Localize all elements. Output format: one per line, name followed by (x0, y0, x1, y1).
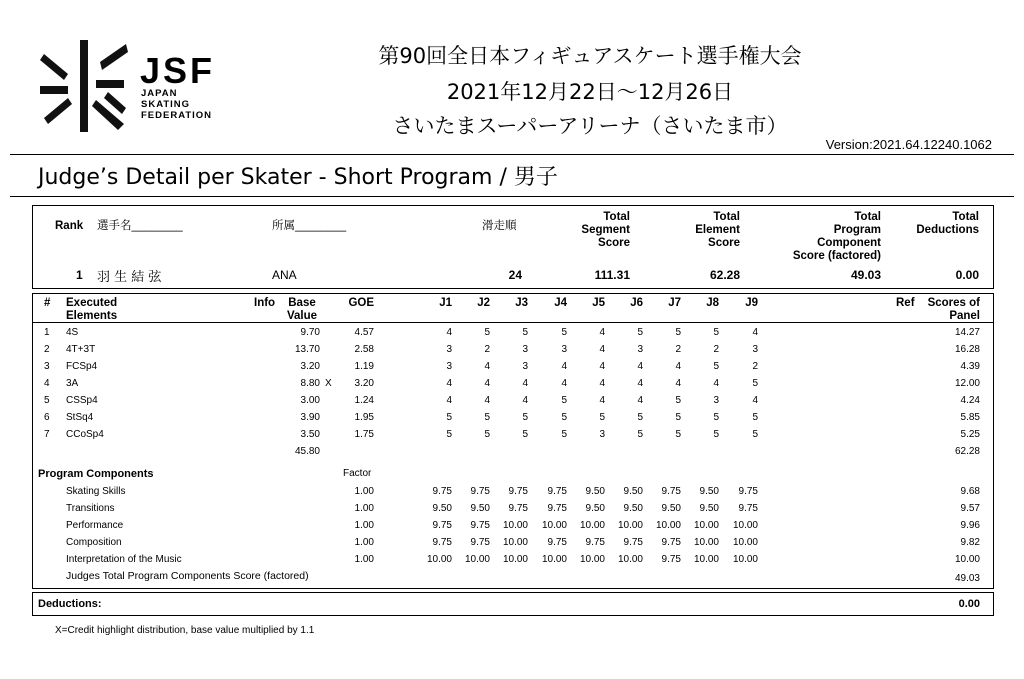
element-base-value: 8.80 (300, 378, 320, 389)
element-judge-score: 5 (675, 412, 681, 423)
element-judge-score: 5 (522, 327, 528, 338)
judge-header-8: J8 (706, 297, 719, 309)
component-judge-score: 10.00 (617, 554, 643, 565)
component-judge-score: 9.75 (547, 486, 567, 497)
element-goe: 4.57 (354, 327, 374, 338)
element-num: 3 (44, 361, 50, 372)
element-judge-score: 3 (637, 344, 643, 355)
component-name: Composition (66, 537, 122, 548)
component-judge-score: 10.00 (541, 554, 567, 565)
element-judge-score: 4 (484, 378, 490, 389)
col-goe-header: GOE (348, 297, 374, 309)
element-judge-score: 4 (599, 344, 605, 355)
element-base-value: 3.50 (300, 429, 320, 440)
element-judge-score: 5 (446, 429, 452, 440)
logo-abbr: JSF (140, 50, 216, 91)
component-judge-score: 9.50 (699, 503, 719, 514)
skater-order: 24 (508, 268, 522, 282)
element-judge-score: 4 (484, 361, 490, 372)
element-num: 1 (44, 327, 50, 338)
element-num: 2 (44, 344, 50, 355)
element-goe: 1.24 (354, 395, 374, 406)
elements-score-total: 62.28 (954, 446, 980, 457)
element-name: 3A (66, 378, 79, 389)
deductions-value: 0.00 (958, 598, 980, 610)
element-judge-score: 4 (446, 327, 452, 338)
component-judge-score: 10.00 (426, 554, 452, 565)
element-panel-score: 4.39 (960, 361, 980, 372)
element-judge-score: 5 (713, 327, 719, 338)
component-judge-score: 10.00 (693, 537, 719, 548)
component-judge-score: 9.50 (585, 486, 605, 497)
component-panel-score: 10.00 (954, 554, 980, 565)
element-judge-score: 5 (637, 429, 643, 440)
element-name: CSSp4 (66, 395, 98, 406)
element-judge-score: 3 (599, 429, 605, 440)
component-judge-score: 9.50 (623, 503, 643, 514)
element-goe: 1.75 (354, 429, 374, 440)
element-judge-score: 2 (752, 361, 758, 372)
component-judge-score: 9.75 (547, 503, 567, 514)
element-judge-score: 5 (561, 395, 567, 406)
element-judge-score: 5 (484, 327, 490, 338)
element-judge-score: 3 (446, 361, 452, 372)
logo-line-1: JAPAN (141, 88, 178, 99)
element-panel-score: 14.27 (954, 327, 980, 338)
order-header: 滑走順 (482, 220, 517, 232)
logo-line-3: FEDERATION (141, 110, 213, 121)
component-judge-score: 9.50 (470, 503, 490, 514)
element-judge-score: 5 (713, 429, 719, 440)
element-goe: 1.95 (354, 412, 374, 423)
element-judge-score: 4 (637, 378, 643, 389)
element-judge-score: 5 (446, 412, 452, 423)
element-base-value: 3.90 (300, 412, 320, 423)
component-judge-score: 10.00 (464, 554, 490, 565)
component-judge-score: 9.75 (470, 520, 490, 531)
component-judge-score: 10.00 (693, 554, 719, 565)
element-judge-score: 2 (484, 344, 490, 355)
col-info-header: Info (254, 297, 276, 309)
element-name: 4S (66, 327, 79, 338)
component-judge-score: 9.75 (432, 486, 452, 497)
component-judge-score: 9.75 (432, 537, 452, 548)
component-factor: 1.00 (354, 520, 374, 531)
footnote: X=Credit highlight distribution, base value multiplied by 1.1 (55, 625, 315, 636)
component-judge-score: 9.75 (470, 537, 490, 548)
element-num: 6 (44, 412, 50, 423)
element-judge-score: 4 (637, 395, 643, 406)
component-judge-score: 9.75 (661, 486, 681, 497)
component-panel-score: 9.68 (960, 486, 980, 497)
element-judge-score: 4 (561, 378, 567, 389)
element-name: 4T+3T (66, 344, 96, 355)
component-judge-score: 9.75 (623, 537, 643, 548)
element-judge-score: 5 (752, 429, 758, 440)
elements-bv-total: 45.80 (294, 446, 320, 457)
element-name: FCSp4 (66, 361, 98, 372)
judge-header-5: J5 (592, 297, 605, 309)
component-judge-score: 9.75 (547, 537, 567, 548)
club-header: 所属________ (272, 220, 347, 232)
col-bv-header: Base Value (286, 297, 318, 322)
skater-club: ANA (272, 268, 297, 282)
judge-header-6: J6 (630, 297, 643, 309)
component-judge-score: 9.50 (661, 503, 681, 514)
component-name: Skating Skills (66, 486, 126, 497)
component-judge-score: 9.50 (699, 486, 719, 497)
component-judge-score: 9.50 (585, 503, 605, 514)
element-judge-score: 2 (713, 344, 719, 355)
element-judge-score: 5 (675, 395, 681, 406)
element-judge-score: 5 (561, 412, 567, 423)
element-judge-score: 5 (561, 327, 567, 338)
component-judge-score: 10.00 (502, 520, 528, 531)
skater-tes: 62.28 (709, 268, 740, 282)
component-judge-score: 9.75 (661, 537, 681, 548)
element-judge-score: 3 (522, 361, 528, 372)
element-panel-score: 16.28 (954, 344, 980, 355)
col-exec-header: Executed Elements (66, 297, 118, 322)
element-judge-score: 4 (599, 361, 605, 372)
element-goe: 1.19 (354, 361, 374, 372)
element-judge-score: 3 (522, 344, 528, 355)
element-judge-score: 4 (637, 361, 643, 372)
component-judge-score: 10.00 (502, 554, 528, 565)
component-judge-score: 9.50 (623, 486, 643, 497)
judge-header-7: J7 (668, 297, 681, 309)
component-name: Performance (66, 520, 124, 531)
component-factor: 1.00 (354, 537, 374, 548)
pcs-header: Total Program Component Score (factored) (792, 211, 881, 262)
component-judge-score: 10.00 (579, 520, 605, 531)
element-judge-score: 4 (599, 378, 605, 389)
skater-ded: 0.00 (955, 268, 979, 282)
judge-header-4: J4 (554, 297, 567, 309)
component-judge-score: 10.00 (541, 520, 567, 531)
element-panel-score: 5.85 (960, 412, 980, 423)
pc-total-score: 49.03 (954, 573, 980, 584)
component-judge-score: 9.75 (470, 486, 490, 497)
element-judge-score: 4 (484, 395, 490, 406)
element-judge-score: 4 (446, 378, 452, 389)
rank-header: Rank (55, 220, 84, 232)
component-factor: 1.00 (354, 503, 374, 514)
skater-rank: 1 (76, 268, 83, 282)
event-venue: さいたまスーパーアリーナ（さいたま市） (392, 114, 788, 138)
element-panel-score: 12.00 (954, 378, 980, 389)
component-judge-score: 9.75 (738, 486, 758, 497)
tss-header: Total Segment Score (581, 211, 630, 249)
element-judge-score: 4 (522, 395, 528, 406)
component-judge-score: 9.50 (432, 503, 452, 514)
element-goe: 2.58 (354, 344, 374, 355)
component-factor: 1.00 (354, 486, 374, 497)
component-judge-score: 10.00 (617, 520, 643, 531)
element-base-value: 3.20 (300, 361, 320, 372)
judge-header-1: J1 (439, 297, 452, 309)
element-base-value: 13.70 (294, 344, 320, 355)
judge-header-3: J3 (515, 297, 528, 309)
element-goe: 3.20 (354, 378, 374, 389)
component-judge-score: 10.00 (655, 520, 681, 531)
element-base-value: 9.70 (300, 327, 320, 338)
element-num: 4 (44, 378, 50, 389)
element-judge-score: 4 (599, 327, 605, 338)
component-judge-score: 10.00 (732, 520, 758, 531)
component-panel-score: 9.82 (960, 537, 980, 548)
component-panel-score: 9.57 (960, 503, 980, 514)
element-judge-score: 3 (446, 344, 452, 355)
element-judge-score: 4 (446, 395, 452, 406)
event-title: 第90回全日本フィギュアスケート選手権大会 (378, 44, 802, 68)
element-judge-score: 5 (561, 429, 567, 440)
ded-header: Total Deductions (916, 211, 979, 236)
element-judge-score: 3 (752, 344, 758, 355)
col-num-header: # (44, 297, 51, 309)
pc-total-label: Judges Total Program Components Score (factored) (66, 570, 309, 582)
logo-line-2: SKATING (141, 99, 191, 110)
event-dates: 2021年12月22日～12月26日 (446, 80, 734, 104)
component-judge-score: 10.00 (502, 537, 528, 548)
component-name: Transitions (66, 503, 115, 514)
component-factor: 1.00 (354, 554, 374, 565)
element-judge-score: 5 (522, 412, 528, 423)
element-judge-score: 4 (561, 361, 567, 372)
col-ref-header: Ref (896, 297, 915, 309)
top-divider (10, 154, 1014, 155)
element-judge-score: 4 (675, 378, 681, 389)
component-judge-score: 9.75 (585, 537, 605, 548)
page-title: Judge’s Detail per Skater - Short Program / 男子 (38, 165, 558, 190)
tes-header: Total Element Score (695, 211, 740, 249)
element-judge-score: 3 (561, 344, 567, 355)
deductions-label: Deductions: (38, 598, 102, 610)
element-info-mark: X (325, 378, 332, 389)
judge-header-2: J2 (477, 297, 490, 309)
pc-factor-header: Factor (343, 468, 372, 479)
component-judge-score: 9.75 (661, 554, 681, 565)
element-num: 7 (44, 429, 50, 440)
element-base-value: 3.00 (300, 395, 320, 406)
component-judge-score: 9.75 (508, 503, 528, 514)
jsf-logo-icon (38, 40, 130, 132)
element-judge-score: 5 (752, 412, 758, 423)
version-label: Version:2021.64.12240.1062 (825, 137, 992, 152)
element-judge-score: 4 (752, 327, 758, 338)
component-panel-score: 9.96 (960, 520, 980, 531)
element-judge-score: 5 (484, 412, 490, 423)
component-judge-score: 10.00 (732, 554, 758, 565)
component-judge-score: 10.00 (693, 520, 719, 531)
skater-tss: 111.31 (594, 268, 630, 282)
element-judge-score: 5 (675, 327, 681, 338)
element-judge-score: 5 (752, 378, 758, 389)
skater-name: 羽 生 結 弦 (97, 270, 162, 285)
element-judge-score: 4 (522, 378, 528, 389)
col-sop-header: Scores of Panel (927, 297, 980, 322)
element-name: CCoSp4 (66, 429, 104, 440)
element-judge-score: 5 (637, 327, 643, 338)
element-name: StSq4 (66, 412, 94, 423)
pc-title: Program Components (38, 468, 154, 480)
element-judge-score: 5 (713, 412, 719, 423)
judge-header-9: J9 (745, 297, 758, 309)
element-judge-score: 5 (522, 429, 528, 440)
element-panel-score: 4.24 (960, 395, 980, 406)
element-judge-score: 4 (599, 395, 605, 406)
component-judge-score: 10.00 (732, 537, 758, 548)
component-judge-score: 9.75 (432, 520, 452, 531)
element-judge-score: 5 (637, 412, 643, 423)
element-panel-score: 5.25 (960, 429, 980, 440)
element-judge-score: 5 (484, 429, 490, 440)
element-judge-score: 5 (599, 412, 605, 423)
element-judge-score: 3 (713, 395, 719, 406)
elements-header-divider (33, 322, 993, 323)
element-judge-score: 4 (675, 361, 681, 372)
element-judge-score: 4 (752, 395, 758, 406)
component-judge-score: 9.75 (508, 486, 528, 497)
component-judge-score: 9.75 (738, 503, 758, 514)
skater-pcs: 49.03 (850, 268, 881, 282)
element-judge-score: 5 (713, 361, 719, 372)
deductions-box (32, 592, 994, 616)
element-num: 5 (44, 395, 50, 406)
component-judge-score: 10.00 (579, 554, 605, 565)
element-judge-score: 4 (713, 378, 719, 389)
component-name: Interpretation of the Music (66, 554, 182, 565)
element-judge-score: 5 (675, 429, 681, 440)
title-divider (10, 196, 1014, 197)
name-header: 選手名________ (97, 220, 183, 232)
element-judge-score: 2 (675, 344, 681, 355)
